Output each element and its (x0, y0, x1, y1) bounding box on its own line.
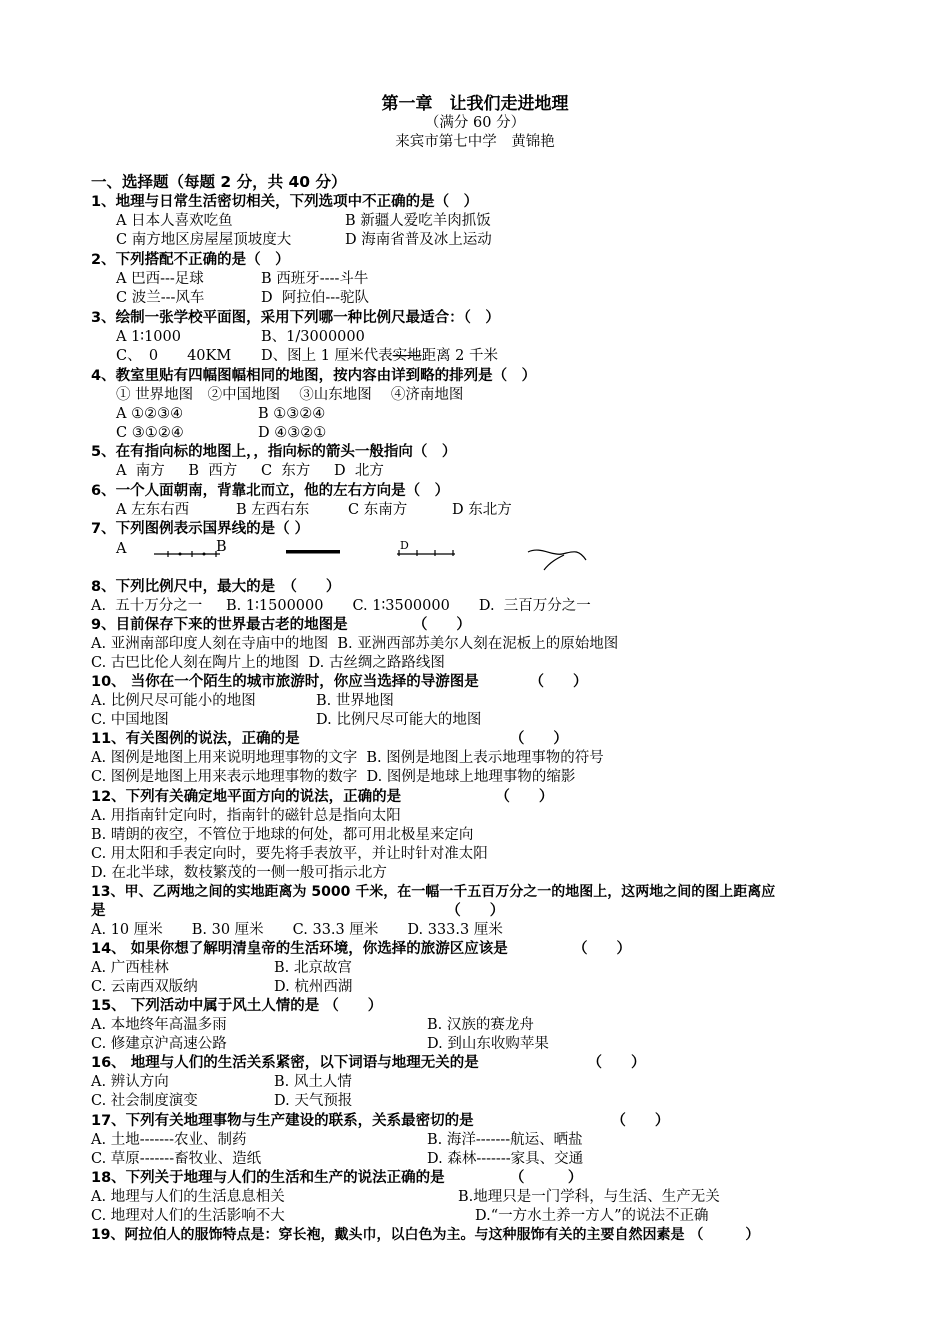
question-6-option-b: B 左西右东 (236, 502, 310, 518)
question-4-option-b: B ①③②④ (258, 406, 326, 422)
question-10-option-a: A. 比例尺尽可能小的地图 (91, 693, 256, 709)
question-9-stem: 9、目前保存下来的世界最古老的地图是 （ ） (91, 617, 471, 633)
question-4-option-c: C ③①②④ (116, 425, 184, 441)
question-1-option-d: D 海南省普及冰上运动 (345, 232, 492, 248)
question-11-options-line2: C. 图例是地图上用来表示地理事物的数字 D. 图例是地球上地理事物的缩影 (91, 769, 576, 785)
question-10-option-b: B. 世界地图 (316, 693, 394, 709)
question-15-option-b: B. 汉族的赛龙舟 (427, 1017, 534, 1033)
boundary-symbol-d (526, 544, 588, 574)
question-12-option-d: D. 在北半球，数枝繁茂的一侧一般可指示北方 (91, 865, 387, 881)
boundary-symbol-b (282, 546, 342, 558)
question-3-option-d-pre: D、图上 1 厘米代表 (261, 348, 393, 364)
question-2-option-c: C 波兰---风车 (116, 290, 205, 306)
question-1-option-b: B 新疆人爱吃羊肉抓饭 (345, 213, 491, 229)
question-6-option-a: A 左东右西 (116, 502, 190, 518)
question-3-stem: 3、绘制一张学校平面图，采用下列哪一种比例尺最适合：（ ） (91, 310, 500, 326)
question-5-stem: 5、在有指向标的地图上，，指向标的箭头一般指向（ ） (91, 444, 457, 460)
question-6-option-d: D 东北方 (452, 502, 512, 518)
question-14-option-a: A. 广西桂林 (91, 960, 169, 976)
question-12-stem: 12、下列有关确定地平面方向的说法，正确的是 （ ） (91, 789, 554, 805)
question-10-option-c: C. 中国地图 (91, 712, 169, 728)
question-9-options-line1: A. 亚洲南部印度人刻在寺庙中的地图 B. 亚洲西部苏美尔人刻在泥板上的原始地图 (91, 636, 619, 652)
question-15-option-a: A. 本地终年高温多雨 (91, 1017, 227, 1033)
question-4-option-a: A ①②③④ (116, 406, 184, 422)
question-15-option-c: C. 修建京沪高速公路 (91, 1036, 227, 1052)
page-title: 第一章 让我们走进地理 (381, 94, 569, 114)
question-18-option-d: D.“一方水土养一方人”的说法不正确 (475, 1208, 709, 1224)
question-14-option-c: C. 云南西双版纳 (91, 979, 198, 995)
question-12-option-a: A. 用指南针定向时，指南针的磁针总是指向太阳 (91, 808, 401, 824)
question-17-option-d: D. 森林-------家具、交通 (427, 1151, 584, 1167)
question-4-stem: 4、教室里贴有四幅图幅相同的地图，按内容由详到略的排列是（ ） (91, 368, 537, 384)
question-8-options: A. 五十万分之一 B. 1∶1500000 C. 1∶3500000 D. 三百万分之一 (91, 598, 591, 614)
boundary-symbol-a (150, 545, 225, 561)
question-3-option-d-post: 距离 2 千米 (421, 348, 499, 364)
question-3-option-c: C、 0 40KM (116, 348, 232, 364)
question-1-option-a: A 日本人喜欢吃鱼 (116, 213, 233, 229)
question-13-stem-line2: 是 （ ） (91, 903, 505, 919)
question-19-stem: 19、阿拉伯人的服饰特点是：穿长袍，戴头巾，以白色为主。与这种服饰有关的主要自然因素是 （ ） (91, 1227, 760, 1243)
question-3-option-a: A 1∶1000 (116, 329, 181, 345)
question-2-stem: 2、下列搭配不正确的是（ ） (91, 252, 290, 268)
question-8-stem: 8、下列比例尺中，最大的是 （ ） (91, 579, 341, 595)
question-17-option-a: A. 土地-------农业、制药 (91, 1132, 247, 1148)
question-17-option-b: B. 海洋-------航运、晒盐 (427, 1132, 583, 1148)
full-score-note: （满分 60 分） (424, 115, 526, 131)
question-12-option-b: B. 晴朗的夜空，不管位于地球的何处，都可用北极星来定向 (91, 827, 474, 843)
author-line: 来宾市第七中学 黄锦艳 (395, 134, 555, 150)
question-12-option-c: C. 用太阳和手表定向时，要先将手表放平，并让时针对准太阳 (91, 846, 488, 862)
question-14-stem: 14、 如果你想了解明清皇帝的生活环境，你选择的旅游区应该是 （ ） (91, 941, 631, 957)
question-6-option-c: C 东南方 (348, 502, 408, 518)
question-7-option-d-label: D (400, 539, 409, 552)
question-16-option-b: B. 风土人情 (274, 1074, 352, 1090)
question-3-option-d (261, 347, 498, 366)
question-16-stem: 16、 地理与人们的生活关系紧密，以下词语与地理无关的是 （ ） (91, 1055, 646, 1071)
question-10-option-d: D. 比例尺尽可能大的地图 (316, 712, 482, 728)
question-7-option-b-label: B (216, 539, 227, 555)
question-3-option-d-strike: 实地 (392, 348, 422, 364)
question-17-option-c: C. 草原-------畜牧业、造纸 (91, 1151, 262, 1167)
question-1-stem: 1、地理与日常生活密切相关，下列选项中不正确的是（ ） (91, 194, 479, 210)
question-3-option-b: B、1/3000000 (261, 329, 365, 345)
question-18-option-a: A. 地理与人们的生活息息相关 (91, 1189, 285, 1205)
question-16-option-d: D. 天气预报 (274, 1093, 353, 1109)
question-13-stem-line1: 13、甲、乙两地之间的实地距离为 5000 千米，在一幅一千五百万分之一的地图上，这两地之间的图上距离应 (91, 884, 776, 900)
question-7-stem: 7、下列图例表示国界线的是（ ） (91, 521, 310, 537)
question-2-option-a: A 巴西---足球 (116, 271, 204, 287)
question-18-stem: 18、下列关于地理与人们的生活和生产的说法正确的是 （ ） (91, 1170, 583, 1186)
question-1-option-c: C 南方地区房屋屋顶坡度大 (116, 232, 292, 248)
question-14-option-b: B. 北京故宫 (274, 960, 352, 976)
question-18-option-c: C. 地理对人们的生活影响不大 (91, 1208, 285, 1224)
question-11-options-line1: A. 图例是地图上用来说明地理事物的文字 B. 图例是地图上表示地理事物的符号 (91, 750, 604, 766)
question-16-option-c: C. 社会制度演变 (91, 1093, 198, 1109)
question-17-stem: 17、下列有关地理事物与生产建设的联系，关系最密切的是 （ ） (91, 1113, 670, 1129)
question-4-items: ① 世界地图 ②中国地图 ③山东地图 ④济南地图 (116, 387, 464, 403)
question-2-option-b: B 西班牙----斗牛 (261, 271, 369, 287)
question-15-stem: 15、 下列活动中属于风土人情的是 （ ） (91, 998, 383, 1014)
question-13-options: A. 10 厘米 B. 30 厘米 C. 33.3 厘米 D. 333.3 厘米 (91, 922, 503, 938)
question-14-option-d: D. 杭州西湖 (274, 979, 353, 995)
question-16-option-a: A. 辨认方向 (91, 1074, 169, 1090)
question-15-option-d: D. 到山东收购苹果 (427, 1036, 549, 1052)
question-18-option-b: B.地理只是一门学科，与生活、生产无关 (458, 1189, 720, 1205)
question-11-stem: 11、有关图例的说法，正确的是 （ ） (91, 731, 568, 747)
question-2-option-d: D 阿拉伯---驼队 (261, 290, 370, 306)
section-title: 一、选择题（每题 2 分，共 40 分） (91, 173, 347, 191)
question-10-stem: 10、 当你在一个陌生的城市旅游时，你应当选择的导游图是 （ ） (91, 674, 588, 690)
question-6-stem: 6、一个人面朝南，背靠北而立，他的左右方向是（ ） (91, 483, 450, 499)
question-5-options: A 南方 B 西方 C 东方 D 北方 (116, 463, 384, 479)
boundary-symbol-c (395, 545, 457, 561)
question-7-option-a-label: A (116, 541, 127, 557)
question-4-option-d: D ④③②① (258, 425, 327, 441)
question-9-options-line2: C. 古巴比伦人刻在陶片上的地图 D. 古丝绸之路路线图 (91, 655, 445, 671)
